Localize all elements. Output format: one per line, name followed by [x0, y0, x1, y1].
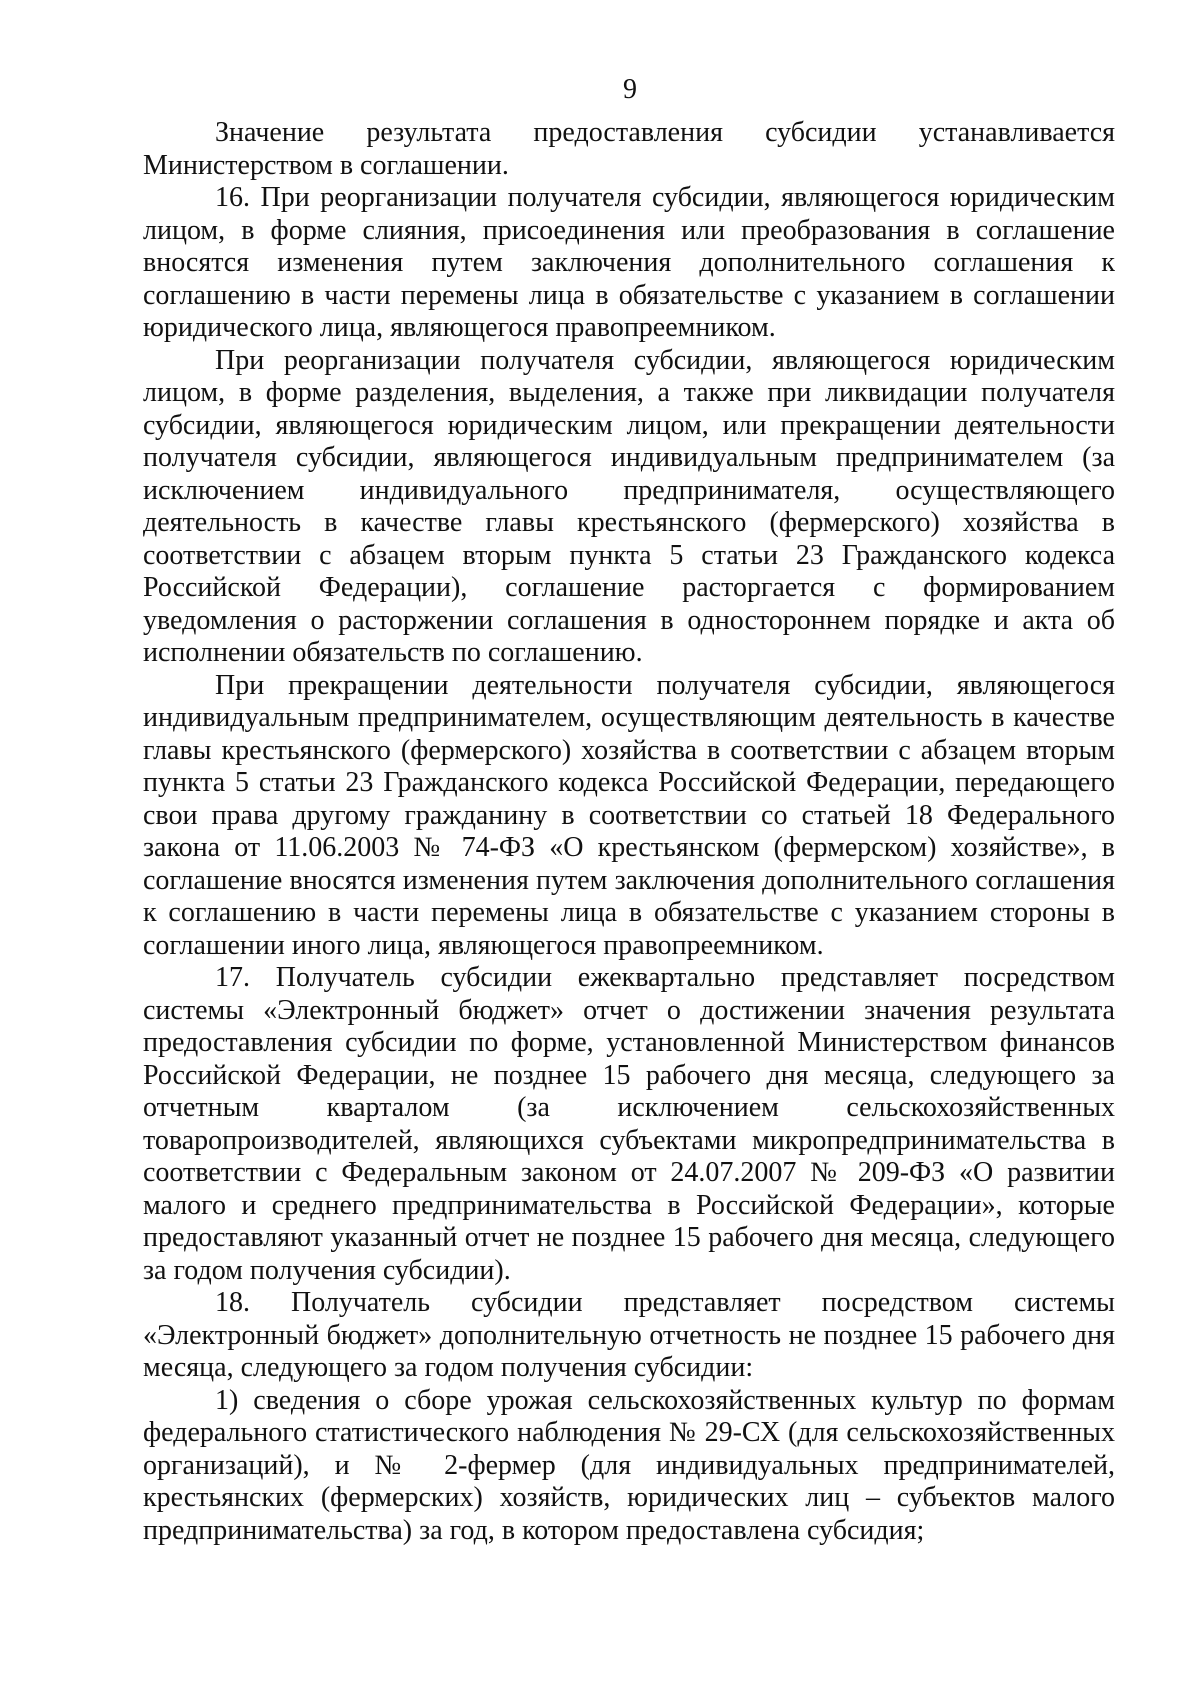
- paragraph-farm-head-transfer: При прекращении деятельности получателя субсидии, являющегося индивидуальным предпринимателем, осуществляющим деятельность в качестве главы крестьянского (фермерского) хозяйства в соответствии с абзацем вторым пункта 5 статьи 23 Гражданского кодекса Российской Федерации, передающего свои права другому гражданину в соответствии со статьей 18 Федерального закона от 11.06.2003 № 74-ФЗ «О крестьянском (фермерском) хозяйстве», в соглашение вносятся изменения путем заключения дополнительного соглашения к соглашению в части перемены лица в обязательстве с указанием стороны в соглашении иного лица, являющегося правопреемником.: [143, 669, 1115, 961]
- paragraph-reorganization-termination: При реорганизации получателя субсидии, являющегося юридическим лицом, в форме разделения, выделения, а также при ликвидации получателя субсидии, являющегося юридическим лицом, или прекращении деятельности получателя субсидии, являющегося индивидуальным предпринимателем (за исключением индивидуального предпринимателя, осуществляющего деятельность в качестве главы крестьянского (фермерского) хозяйства в соответствии с абзацем вторым пункта 5 статьи 23 Гражданского кодекса Российской Федерации), соглашение расторгается с формированием уведомления о расторжении соглашения в одностороннем порядке и акта об исполнении обязательств по соглашению.: [143, 344, 1115, 668]
- page-number: 9: [623, 74, 637, 105]
- paragraph-item-1-harvest-data: 1) сведения о сборе урожая сельскохозяйственных культур по формам федерального статистического наблюдения № 29-СХ (для сельскохозяйственных организаций), и № 2-фермер (для индивидуальных предпринимателей, крестьянских (фермерских) хозяйств, юридических лиц – субъектов малого предпринимательства) за год, в котором предоставлена субсидия;: [143, 1384, 1115, 1546]
- paragraph-16-reorganization: 16. При реорганизации получателя субсидии, являющегося юридическим лицом, в форме слияния, присоединения или преобразования в соглашение вносятся изменения путем заключения дополнительного соглашения к соглашению в части перемены лица в обязательстве с указанием в соглашении юридического лица, являющегося правопреемником.: [143, 182, 1115, 343]
- document-body: [143, 117, 1115, 1547]
- paragraph-result-value: Значение результата предоставления субсидии устанавливается Министерством в соглашении.: [143, 117, 1115, 181]
- paragraph-18-additional-reporting: 18. Получатель субсидии представляет посредством системы «Электронный бюджет» дополнительную отчетность не позднее 15 рабочего дня месяца, следующего за годом получения субсидии:: [143, 1287, 1115, 1383]
- paragraph-17-quarterly-report: 17. Получатель субсидии ежеквартально представляет посредством системы «Электронный бюджет» отчет о достижении значения результата предоставления субсидии по форме, установленной Министерством финансов Российской Федерации, не позднее 15 рабочего дня месяца, следующего за отчетным кварталом (за исключением сельскохозяйственных товаропроизводителей, являющихся субъектами микропредпринимательства в соответствии с Федеральным законом от 24.07.2007 № 209-ФЗ «О развитии малого и среднего предпринимательства в Российской Федерации», которые предоставляют указанный отчет не позднее 15 рабочего дня месяца, следующего за годом получения субсидии).: [143, 962, 1115, 1286]
